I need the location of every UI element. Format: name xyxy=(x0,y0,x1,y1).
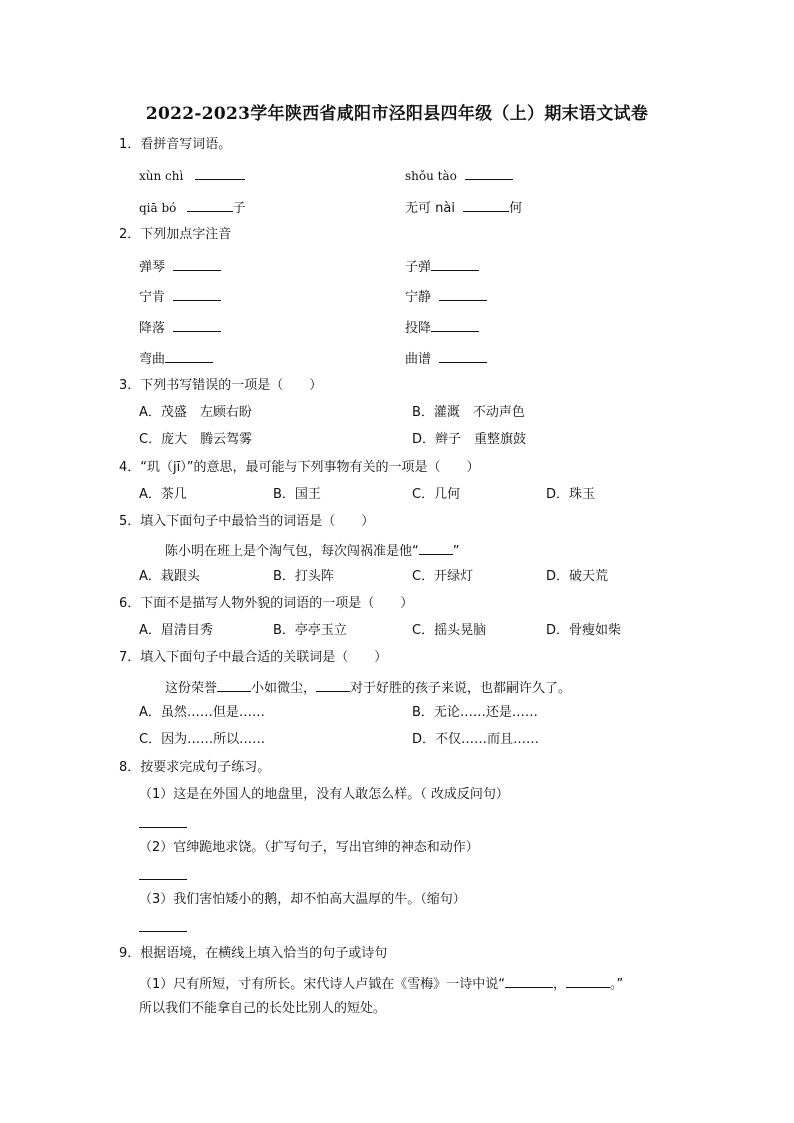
q5-sentence xyxy=(165,541,460,560)
q2-word: 宁静 xyxy=(405,290,432,305)
answer-blank[interactable] xyxy=(431,257,479,271)
answer-blank[interactable] xyxy=(165,349,213,363)
answer-blank[interactable] xyxy=(439,349,487,363)
q2-item xyxy=(139,349,213,368)
q8-part-2: （2）官绅跪地求饶。（扩写句子，写出官绅的神态和动作） xyxy=(139,840,479,855)
q4-option-b[interactable]: B．国王 xyxy=(273,487,321,502)
q2-word: 弯曲 xyxy=(139,352,166,367)
answer-blank[interactable] xyxy=(139,866,187,880)
q3-option-a[interactable]: A．茂盛 左顾右盼 xyxy=(139,405,252,420)
q2-item xyxy=(405,349,487,368)
q2-word: 宁肯 xyxy=(139,290,166,305)
q8-answer-line-1 xyxy=(139,814,187,833)
q7-sentence-part: 小如微尘， xyxy=(251,681,317,696)
q2-word: 曲谱 xyxy=(405,352,432,367)
q8-answer-line-2 xyxy=(139,866,187,885)
q2-word: 子弹 xyxy=(405,260,432,275)
q3-option-d[interactable]: D．辫子 重整旗鼓 xyxy=(412,432,527,447)
q2-item xyxy=(139,318,221,337)
answer-blank[interactable] xyxy=(419,541,453,555)
page-title: 2022-2023学年陕西省咸阳市泾阳县四年级（上）期末语文试卷 xyxy=(145,104,649,124)
question-2-stem: 2．下列加点字注音 xyxy=(119,227,232,242)
q9-part-1-comma: ， xyxy=(553,977,567,992)
q6-option-a[interactable]: A．眉清目秀 xyxy=(139,623,213,638)
q1-item-2 xyxy=(405,166,513,185)
answer-blank[interactable] xyxy=(187,198,233,212)
q2-item xyxy=(139,287,221,306)
q3-option-b[interactable]: B．灌溉 不动声色 xyxy=(412,405,525,420)
q9-part-1 xyxy=(139,974,623,993)
q6-option-c[interactable]: C．摇头晃脑 xyxy=(412,623,487,638)
answer-blank[interactable] xyxy=(505,974,553,988)
q1-item-3-pinyin: qiā bó xyxy=(139,201,177,215)
q2-item xyxy=(405,318,479,337)
answer-blank[interactable] xyxy=(431,318,479,332)
q1-item-4 xyxy=(405,198,522,217)
answer-blank[interactable] xyxy=(195,166,245,180)
question-7-stem: 7．填入下面句子中最合适的关联词是（ ） xyxy=(119,650,388,665)
question-6-stem: 6．下面不是描写人物外貌的词语的一项是（ ） xyxy=(119,596,414,611)
q2-item xyxy=(139,257,221,276)
answer-blank[interactable] xyxy=(566,974,610,988)
question-3-stem: 3．下列书写错误的一项是（ ） xyxy=(119,378,323,393)
q5-option-a[interactable]: A．栽跟头 xyxy=(139,569,200,584)
question-8-stem: 8．按要求完成句子练习。 xyxy=(119,760,271,775)
answer-blank[interactable] xyxy=(217,678,251,692)
q1-item-1-pinyin: xùn chì xyxy=(139,169,184,183)
q7-sentence xyxy=(165,678,571,697)
q7-option-a[interactable]: A．虽然……但是…… xyxy=(139,705,265,720)
q7-sentence-part: 对于好胜的孩子来说，也都嗣许久了。 xyxy=(350,681,572,696)
q2-item xyxy=(405,287,487,306)
q9-part-1-text: （1）尺有所短，寸有所长。宋代诗人卢钺在《雪梅》一诗中说“ xyxy=(139,977,506,992)
answer-blank[interactable] xyxy=(463,198,509,212)
q1-item-4-suffix: 何 xyxy=(509,201,523,216)
q5-option-d[interactable]: D．破天荒 xyxy=(546,569,609,584)
answer-blank[interactable] xyxy=(439,287,487,301)
q5-option-b[interactable]: B．打头阵 xyxy=(273,569,334,584)
answer-blank[interactable] xyxy=(465,166,513,180)
q1-item-2-pinyin: shǒu tào xyxy=(405,169,457,183)
answer-blank[interactable] xyxy=(139,918,187,932)
answer-blank[interactable] xyxy=(316,678,350,692)
q2-word: 弹琴 xyxy=(139,260,166,275)
q5-option-c[interactable]: C．开绿灯 xyxy=(412,569,474,584)
q4-option-a[interactable]: A．茶几 xyxy=(139,487,187,502)
q5-sentence-text: 陈小明在班上是个淘气包，每次闯祸准是他“ xyxy=(165,544,419,559)
q8-answer-line-3 xyxy=(139,918,187,937)
q7-option-d[interactable]: D．不仅……而且…… xyxy=(412,732,540,747)
q7-option-c[interactable]: C．因为……所以…… xyxy=(139,732,266,747)
answer-blank[interactable] xyxy=(173,287,221,301)
q6-option-d[interactable]: D．骨瘦如柴 xyxy=(546,623,622,638)
q2-word: 投降 xyxy=(405,321,432,336)
q6-option-b[interactable]: B．亭亭玉立 xyxy=(273,623,347,638)
q2-word: 降落 xyxy=(139,321,166,336)
q4-option-d[interactable]: D．珠玉 xyxy=(546,487,596,502)
question-9-stem: 9．根据语境，在横线上填入恰当的句子或诗句 xyxy=(119,946,388,961)
q1-item-1 xyxy=(139,166,245,185)
q2-item xyxy=(405,257,479,276)
q1-item-3-suffix: 子 xyxy=(232,201,246,216)
q4-option-c[interactable]: C．几何 xyxy=(412,487,461,502)
question-4-stem: 4．“玑（jī）”的意思，最可能与下列事物有关的一项是（ ） xyxy=(119,460,480,475)
question-5-stem: 5．填入下面句子中最恰当的词语是（ ） xyxy=(119,514,375,529)
answer-blank[interactable] xyxy=(173,318,221,332)
q7-sentence-part: 这份荣誉 xyxy=(165,681,218,696)
q8-part-1: （1）这是在外国人的地盘里，没有人敢怎么样。（ 改成反问句） xyxy=(139,787,509,802)
q8-part-3: （3）我们害怕矮小的鹅，却不怕高大温厚的牛。（缩句） xyxy=(139,892,466,907)
q5-sentence-end: ” xyxy=(452,544,460,559)
q9-part-1-line-2: 所以我们不能拿自己的长处比别人的短处。 xyxy=(139,1001,387,1016)
answer-blank[interactable] xyxy=(173,257,221,271)
q9-part-1-end: 。” xyxy=(610,977,624,992)
q1-item-3 xyxy=(139,198,246,217)
q1-item-4-prefix: 无可 nài xyxy=(405,201,455,216)
q7-option-b[interactable]: B．无论……还是…… xyxy=(412,705,538,720)
answer-blank[interactable] xyxy=(139,814,187,828)
q3-option-c[interactable]: C．庞大 腾云驾雾 xyxy=(139,432,253,447)
question-1-stem: 1．看拼音写词语。 xyxy=(119,137,232,152)
